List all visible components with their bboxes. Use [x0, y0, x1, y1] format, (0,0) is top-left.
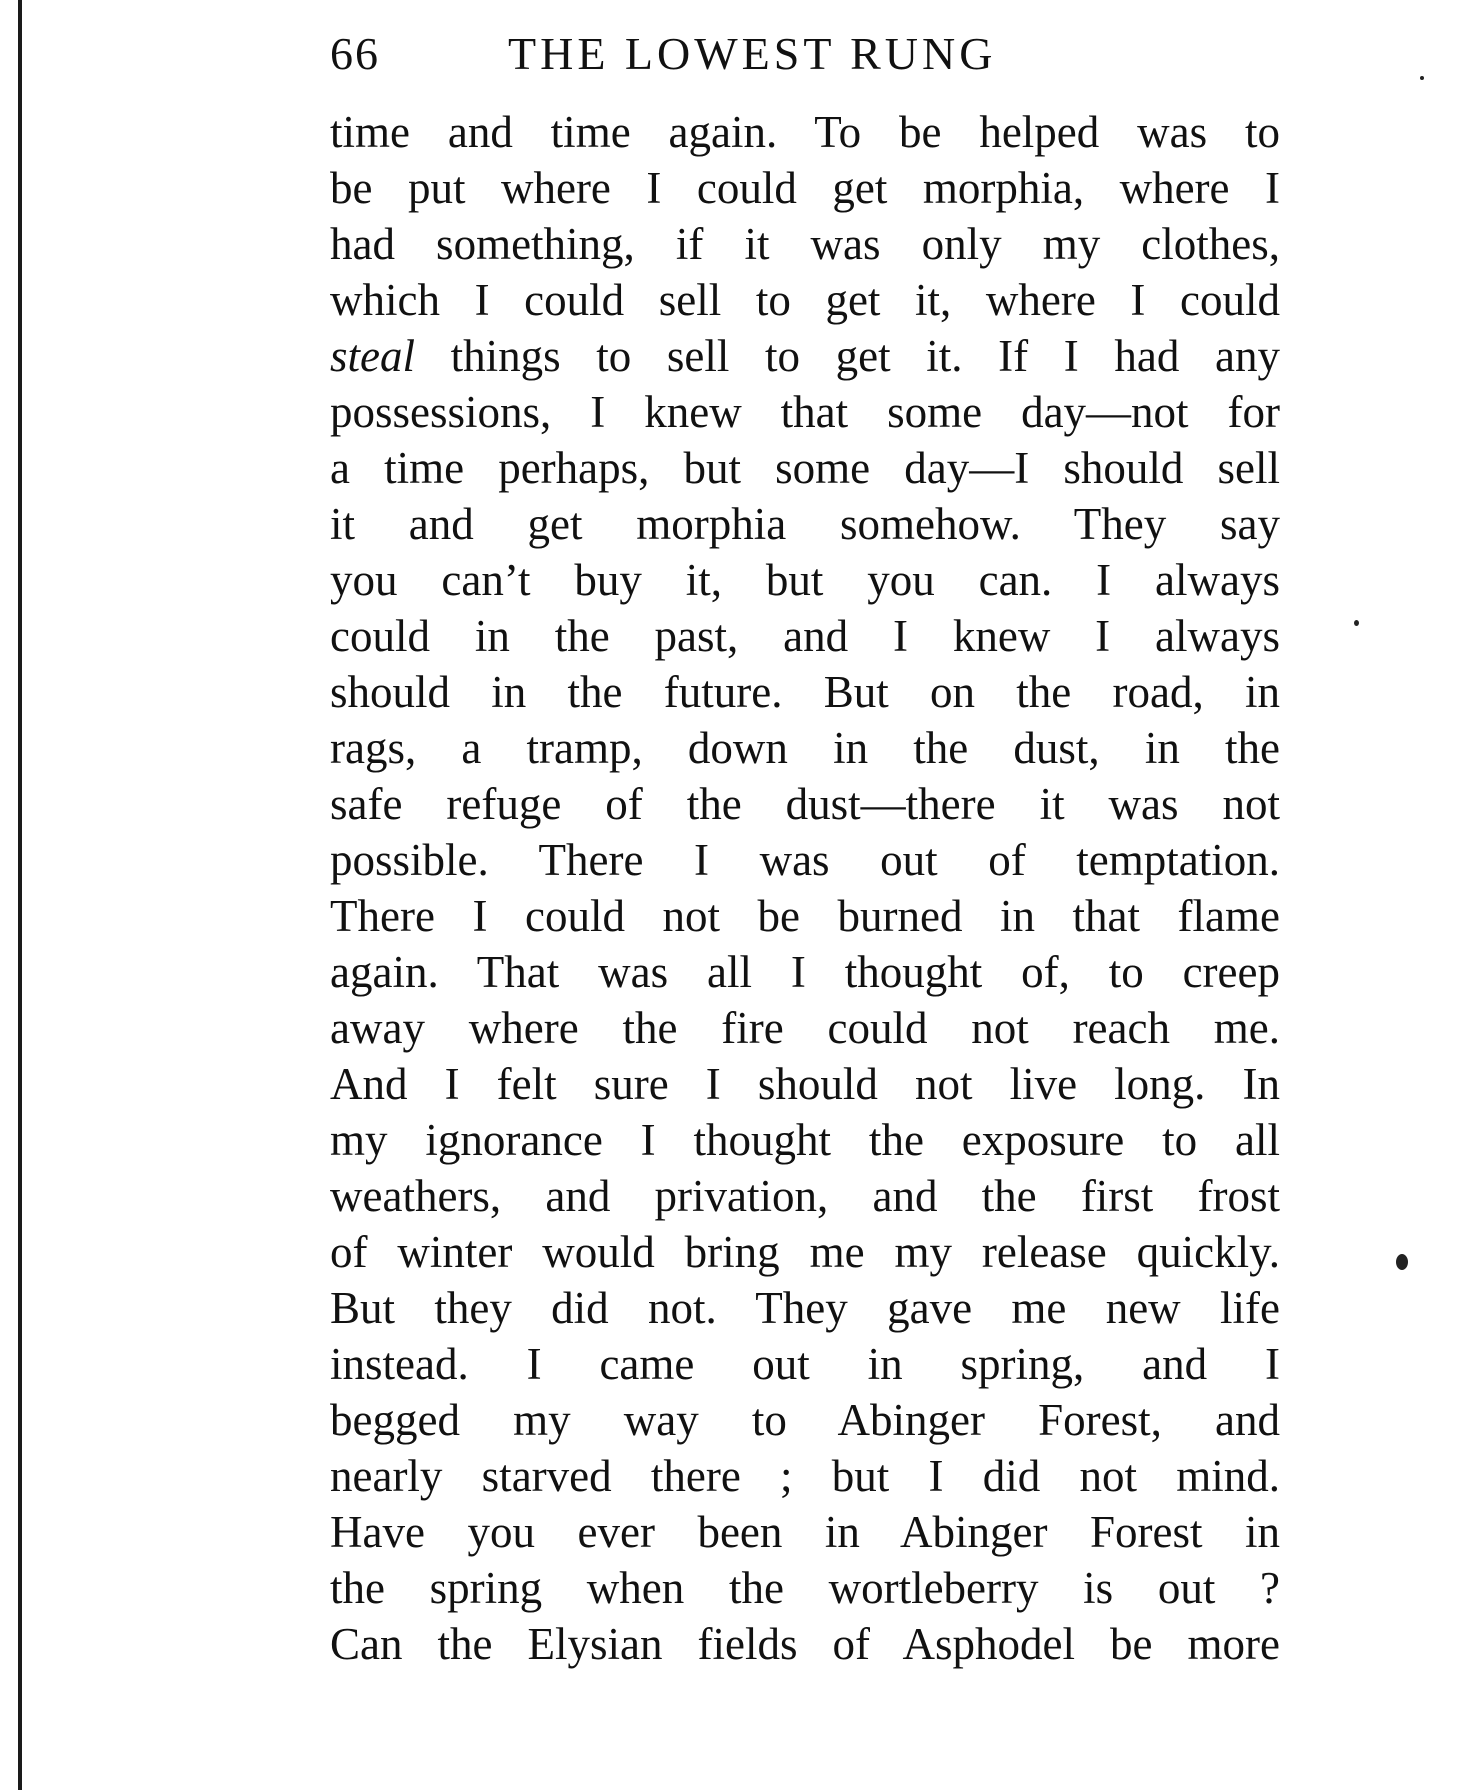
text-line: There I could not be burned in that flame [330, 891, 1280, 941]
book-title: THE LOWEST RUNG [508, 28, 997, 79]
text-line: which I could sell to get it, where I could [330, 275, 1280, 325]
text-line: a time perhaps, but some day—I should sell [330, 443, 1280, 493]
ink-speck [1354, 620, 1359, 626]
text-line: begged my way to Abinger Forest, and [330, 1395, 1280, 1445]
page-number: 66 [330, 28, 380, 79]
text-line: possible. There I was out of temptation. [330, 835, 1280, 885]
text-line: could in the past, and I knew I always [330, 611, 1280, 661]
text-line: safe refuge of the dust—there it was not [330, 779, 1280, 829]
text-line: weathers, and privation, and the first frost [330, 1171, 1280, 1221]
text-line: Have you ever been in Abinger Forest in [330, 1507, 1280, 1557]
text-line: my ignorance I thought the exposure to all [330, 1115, 1280, 1165]
text-line: possessions, I knew that some day—not for [330, 387, 1280, 437]
text-line: of winter would bring me my release quickly. [330, 1227, 1280, 1277]
text-line: away where the fire could not reach me. [330, 1003, 1280, 1053]
text-line: And I felt sure I should not live long. In [330, 1059, 1280, 1109]
page-edge-rule [18, 0, 22, 1790]
text-line: the spring when the wortleberry is out ? [330, 1563, 1280, 1613]
text-line: Can the Elysian fields of Asphodel be more [330, 1619, 1280, 1669]
body-text [330, 104, 1280, 1672]
running-head [330, 22, 1290, 86]
text-line: time and time again. To be helped was to [330, 107, 1280, 157]
ink-speck [1420, 76, 1424, 80]
text-line: it and get morphia somehow. They say [330, 499, 1280, 549]
text-line: should in the future. But on the road, in [330, 667, 1280, 717]
text-line: had something, if it was only my clothes, [330, 219, 1280, 269]
text-line: But they did not. They gave me new life [330, 1283, 1280, 1333]
ink-speck [1396, 1254, 1408, 1270]
text-line: nearly starved there ; but I did not mind. [330, 1451, 1280, 1501]
text-line: be put where I could get morphia, where I [330, 163, 1280, 213]
italic-word: steal [330, 331, 415, 381]
text-line: you can’t buy it, but you can. I always [330, 555, 1280, 605]
text-line: instead. I came out in spring, and I [330, 1339, 1280, 1389]
text-line: again. That was all I thought of, to creep [330, 947, 1280, 997]
text-line: steal things to sell to get it. If I had any [330, 331, 1280, 381]
text-line: rags, a tramp, down in the dust, in the [330, 723, 1280, 773]
